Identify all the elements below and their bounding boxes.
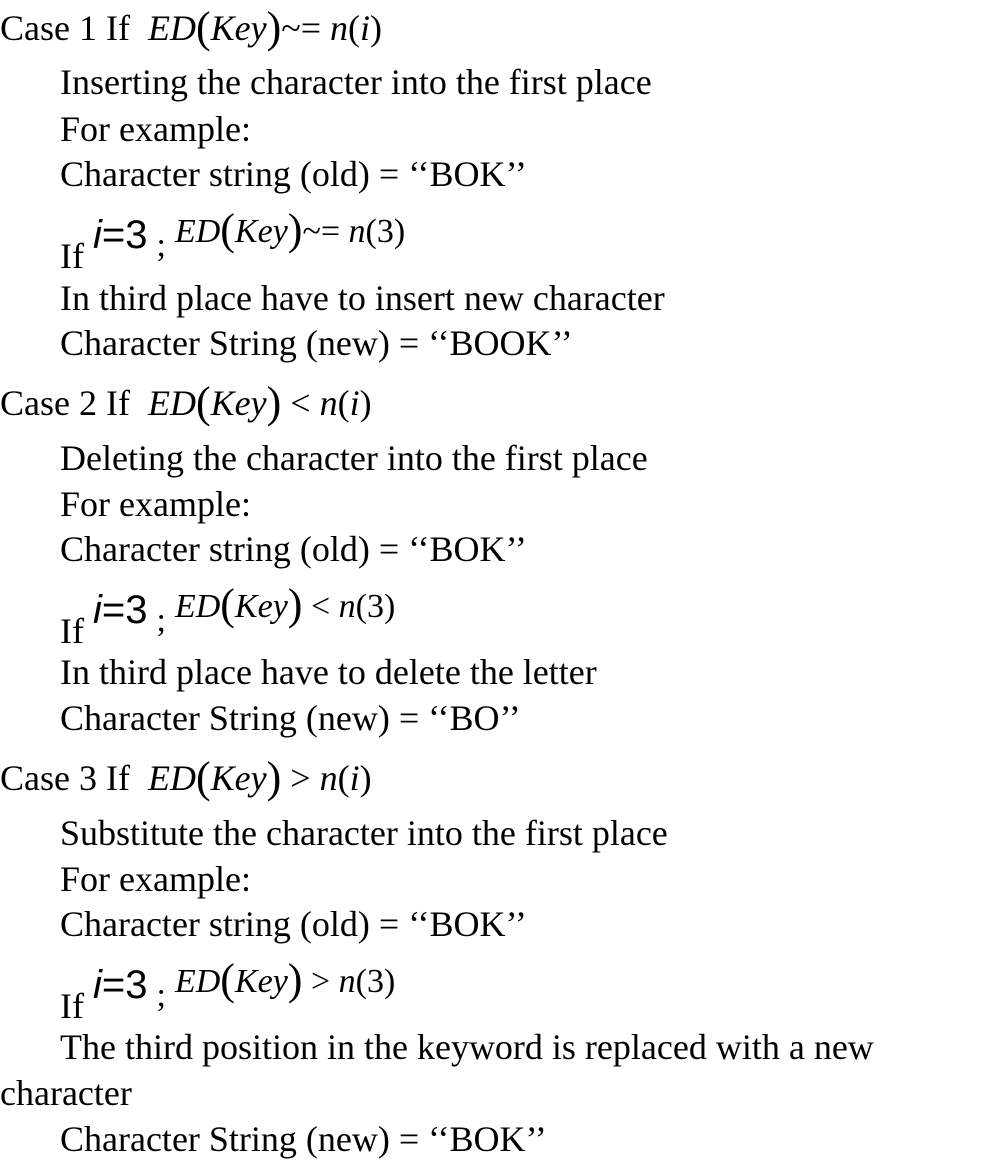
case-label: Case 2 If <box>0 383 130 423</box>
case-3-example-label: For example: <box>60 859 251 899</box>
semicolon: ; <box>156 977 166 1014</box>
case-1-description: Inserting the character into the first place <box>60 62 652 102</box>
case-3-new-string: Character String (new) = ‘‘BOK’’ <box>60 1119 547 1159</box>
case-1-new-string: Character String (new) = ‘‘BOOK’’ <box>60 323 573 363</box>
semicolon: ; <box>156 602 166 639</box>
case-2-old-string: Character string (old) = ‘‘BOK’’ <box>60 529 527 569</box>
case-1-old-string: Character string (old) = ‘‘BOK’’ <box>60 154 527 194</box>
math-i: i <box>349 383 360 423</box>
condition-expression: ED(Key)~= n(3) <box>174 205 406 254</box>
math-operator: ~= <box>281 8 322 48</box>
if-word: If <box>60 611 84 651</box>
case-label: Case 1 If <box>0 8 130 48</box>
case-1-condition <box>60 205 406 276</box>
case-2-action: In third place have to delete the letter <box>60 652 597 692</box>
case-3-action: The third position in the keyword is replaced with a new <box>60 1027 874 1067</box>
math-operator: > <box>290 758 311 798</box>
math-eq: =3 <box>101 588 148 632</box>
math-operator: < <box>290 383 311 423</box>
case-1-example-label: For example: <box>60 109 251 149</box>
math-n: n <box>330 8 349 48</box>
math-i: i <box>92 963 102 1007</box>
case-2-heading: Case 2 If ED(Key) < n(i) <box>0 378 372 427</box>
math-key: Key <box>210 8 267 48</box>
math-key: Key <box>210 758 267 798</box>
case-2-condition <box>60 580 396 651</box>
condition-expression: ED(Key) < n(3) <box>174 580 396 629</box>
case-2-description: Deleting the character into the first place <box>60 438 648 478</box>
math-ed: ED <box>147 758 196 798</box>
case-2-new-string: Character String (new) = ‘‘BO’’ <box>60 698 521 738</box>
if-word: If <box>60 236 84 276</box>
case-2-example-label: For example: <box>60 484 251 524</box>
math-i: i <box>360 8 371 48</box>
math-i: i <box>349 758 360 798</box>
case-1-heading: Case 1 If ED(Key)~= n(i) <box>0 3 383 52</box>
math-n: n <box>319 758 338 798</box>
math-key: Key <box>210 383 267 423</box>
semicolon: ; <box>156 227 166 264</box>
case-3-heading: Case 3 If ED(Key) > n(i) <box>0 753 372 802</box>
case-3-old-string: Character string (old) = ‘‘BOK’’ <box>60 904 527 944</box>
math-ed: ED <box>147 8 196 48</box>
math-eq: =3 <box>101 963 148 1007</box>
condition-expression: ED(Key) > n(3) <box>174 955 396 1004</box>
math-i: i <box>92 213 102 257</box>
math-ed: ED <box>147 383 196 423</box>
case-label: Case 3 If <box>0 758 130 798</box>
case-3-condition <box>60 955 396 1026</box>
case-3-description: Substitute the character into the first place <box>60 813 668 853</box>
math-n: n <box>319 383 338 423</box>
case-1-action: In third place have to insert new character <box>60 278 665 318</box>
if-word: If <box>60 986 84 1026</box>
math-eq: =3 <box>101 213 148 257</box>
case-3-action-continued: character <box>0 1073 132 1113</box>
math-i: i <box>92 588 102 632</box>
